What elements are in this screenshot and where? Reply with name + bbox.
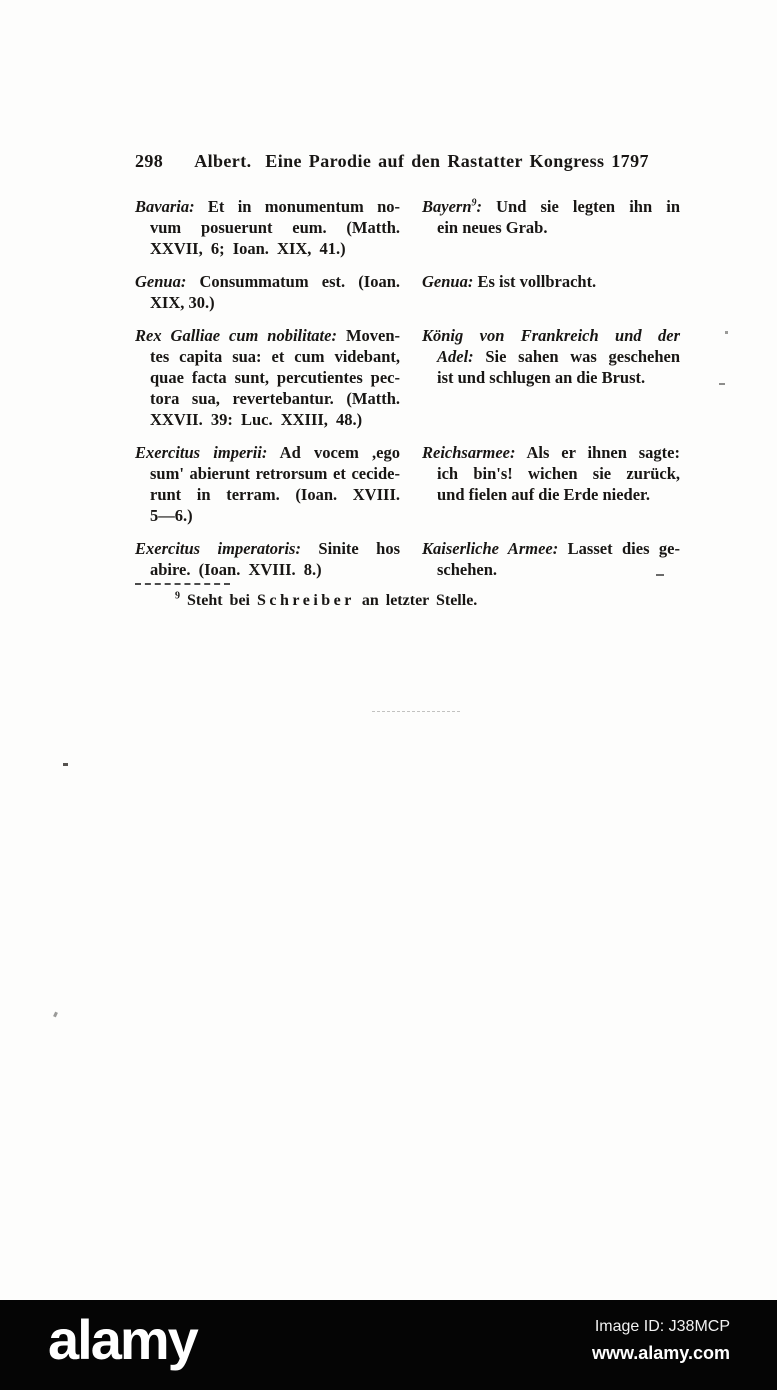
entry-line: sum' abierunt retrorsum et cecide- [150,464,400,483]
entry-row-rex-galliae [135,325,680,430]
entry-line: ein neues Grab. [437,218,548,237]
entry-row-exercitus-imperii [135,442,680,526]
latin-entry-bavaria [135,196,400,259]
latin-entry-rex-galliae [135,325,400,430]
entry-line: schehen. [437,560,498,579]
latin-entry-genua [135,271,400,313]
alamy-logo: alamy [48,1308,197,1371]
entry-line: Bavaria: Et in monumentum no- [135,197,400,216]
footnote-marker: 9 [175,590,180,602]
parallel-text-block [135,196,680,592]
entry-line: XXVII. 39: Luc. XXIII, 48.) [150,410,363,429]
latin-entry-exercitus-imperii [135,442,400,526]
entry-line: Exercitus imperatoris: Sinite hos [135,539,401,558]
scan-artifact [725,331,728,334]
scan-artifact [372,711,460,712]
scan-artifact [719,383,725,385]
alamy-url: www.alamy.com [591,1343,730,1363]
latin-entry-exercitus-imperatoris [135,538,400,580]
page-header [135,151,680,172]
entry-line: ich bin's! wichen sie zurück, [437,464,680,483]
page-title: Albert. Eine Parodie auf den Rastatter Kongress 1797 [194,151,649,171]
german-entry-reichsarmee [422,442,680,526]
entry-line: Adel: Sie sahen was geschehen [437,347,680,366]
scan-artifact [53,1012,58,1018]
german-entry-genua [422,271,680,313]
scan-artifact [63,763,68,766]
footnote: $^9$ Steht bei Schreiber an letzter Stelle. [175,590,478,609]
entry-line: XIX, 30.) [150,293,215,312]
entry-line: XXVII, 6; Ioan. XIX, 41.) [150,239,346,258]
entry-line: und fielen auf die Erde nieder. [437,485,650,504]
entry-line: Genua: Consummatum est. (Ioan. [135,272,400,291]
entry-line: Kaiserliche Armee: Lasset dies ge- [422,539,680,558]
entry-row-bavaria [135,196,680,259]
entry-line: tora sua, revertebantur. (Matth. [150,389,400,408]
entry-line: ist und schlugen an die Brust. [437,368,646,387]
entry-line: 5—6.) [150,506,193,525]
footnote-reference: 9 [471,197,477,209]
german-entry-bayern [422,196,680,259]
entry-row-genua [135,271,680,313]
entry-line: quae facta sunt, percutientes pec- [150,368,400,387]
letterspaced-name: Schreiber [257,592,355,609]
entry-line: Exercitus imperii: Ad vocem ,ego [135,443,401,462]
page-number: 298 [135,151,164,171]
entry-line: Bayern$^9$: Und sie legten ihn in [422,197,680,216]
entry-line: abire. (Ioan. XVIII. 8.) [150,560,322,579]
scan-artifact [656,574,664,576]
entry-line: runt in terram. (Ioan. XVIII. [150,485,400,504]
entry-line: vum posuerunt eum. (Matth. [150,218,400,237]
entry-line: Rex Galliae cum nobilitate: Moven- [135,326,401,345]
german-entry-kaiserliche-armee [422,538,680,580]
german-entry-koenig-frankreich [422,325,680,430]
entry-row-exercitus-imperatoris [135,538,680,580]
entry-line: Genua: Es ist vollbracht. [422,272,597,291]
image-id: Image ID: J38MCP [594,1318,730,1335]
watermark-info [592,1318,730,1364]
watermark-bar [0,1300,777,1390]
entry-line: Reichsarmee: Als er ihnen sagte: [422,443,680,462]
entry-line: tes capita sua: et cum videbant, [150,347,400,366]
entry-line: König von Frankreich und der [422,326,680,345]
footnote-rule [135,583,230,585]
